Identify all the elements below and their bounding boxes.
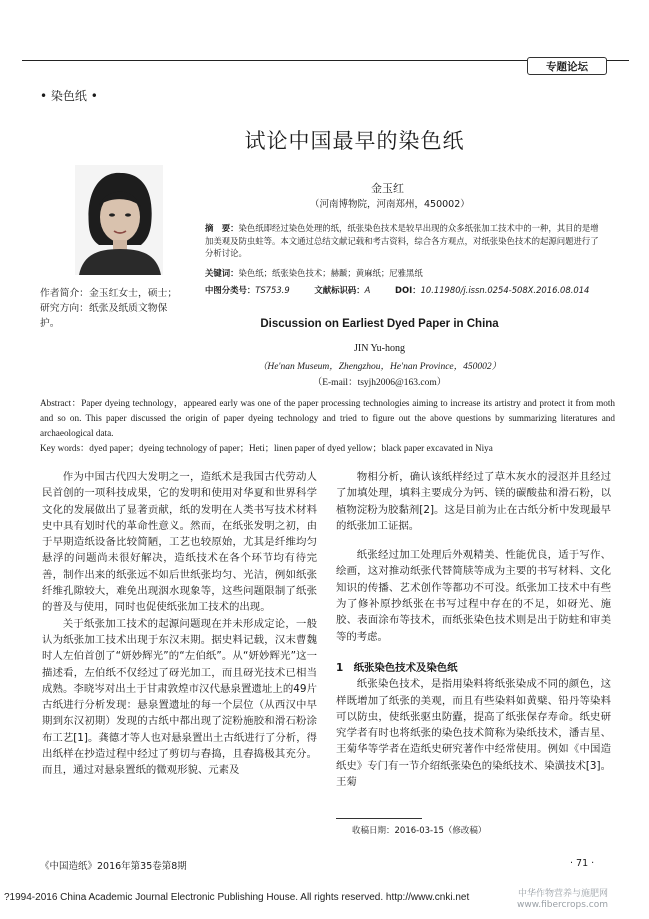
author-bio: 作者简介：金玉红女士，硕士；研究方向：纸张及纸质文物保护。 <box>40 288 178 329</box>
abstract-label-cn: 摘 要： <box>205 223 239 233</box>
body-column-left <box>42 469 317 779</box>
author-photo <box>75 165 163 275</box>
body-paragraph: 作为中国古代四大发明之一，造纸术是我国古代劳动人民首创的一项科技成果，它的发明和使用对华夏和世界科学文化的发展做出了显著贡献，纸的发明在人类书写技术材料史中具有划时代的革命性意义。然而，在纸张发明之初，由于早期造纸设备比较简陋，工艺也较原始，尤其是纤维均匀悬浮的问题尚未很好解决，造纸技术在各个环节均有待完善，制作出来的纸张远不如后世纸张均匀、光洁，例如纸张纤维孔隙较大，难免出现洇水现象等，这些问题限制了纸张的普及与使用，同时也促使纸张加工技术的出现。 <box>42 471 317 614</box>
author-name-cn: 金玉红 <box>371 182 404 195</box>
author-portrait-icon <box>75 165 163 275</box>
doi-value: 10.11980/j.issn.0254-508X.2016.08.014 <box>420 285 590 295</box>
body-column-right <box>336 469 611 790</box>
body-paragraph: 纸张染色技术，是指用染料将纸张染成不同的颜色，这样既增加了纸张的美观，而且有些染料如黄檗、铅丹等染料可以防虫，使纸张驱虫防蠹，提高了纸张保存寿命。纸史研究学者有时也将纸张的染色技术简称为染纸技术，潘吉星、王菊华等学者在造纸史研究著作中经常使用。例如《中国造纸史》专门有一节介绍纸张染色的染纸技术、染潢技术[3]。王菊 <box>336 678 611 789</box>
section-tag: • 染色纸 • <box>40 89 98 103</box>
doi-label: DOI： <box>395 285 421 295</box>
keywords-label-cn: 关键词： <box>205 268 239 278</box>
keywords-en: Key words：dyed paper；dyeing technology of paper；Heti；linen paper of dyed yellow；black paper excavated in Niya <box>40 443 493 453</box>
journal-info: 《中国造纸》2016年第35卷第8期 <box>40 861 187 872</box>
body-paragraph: 物相分析，确认该纸样经过了草木灰水的浸沤并且经过了加填处理，填料主要成分为钙、镁的碳酸盐和滑石粉，以植物淀粉为胶黏剂[2]。这是目前为止在古纸分析中发现最早的纸张加工证据。 <box>336 471 611 532</box>
article-title-cn: 试论中国最早的染色纸 <box>244 129 465 153</box>
keywords-cn <box>205 267 605 279</box>
page-number: · 71 · <box>570 858 595 869</box>
copyright-line: ?1994-2016 China Academic Journal Electronic Publishing House. All rights reserved. http://www.cnki.net <box>4 892 470 903</box>
body-paragraph: 纸张经过加工处理后外观精美、性能优良，适于写作、绘画，这对推动纸张代替简牍等成为主要的书写材料、文化知识的传播、艺术创作等都功不可没。纸张加工技术中有些为了修补原抄纸张在书写过程中存在的不足，如砑光、施胶、表面涂布等技术，而纸张染色技术则是出于防蛀和审美等的考虑。 <box>336 549 611 643</box>
section-heading: 1 纸张染色技术及染色纸 <box>336 661 458 674</box>
doc-code-label: 文献标识码： <box>314 285 365 295</box>
affiliation-en: （He'nan Museum，Zhengzhou，He'nan Province，450002） <box>257 362 502 372</box>
clc-label: 中图分类号： <box>205 285 256 295</box>
received-date: 收稿日期：2016-03-15（修改稿） <box>352 826 487 836</box>
doc-code-value: A <box>364 285 371 295</box>
watermark-cn: 中华作物营养与施肥网 <box>517 889 608 899</box>
abstract-cn <box>205 222 605 260</box>
author-name-en: JIN Yu-hong <box>353 343 405 354</box>
watermark <box>517 889 608 911</box>
article-title-en: Discussion on Earliest Dyed Paper in China <box>260 318 499 330</box>
watermark-url: www.fibercrops.com <box>517 900 608 910</box>
body-paragraph: 关于纸张加工技术的起源问题现在并未形成定论，一般认为纸张加工技术出现于东汉末期。据史料记载，汉末曹魏时人左伯首创了“妍妙辉光”的“左伯纸”。从“妍妙辉光”这一描述看，左伯纸不仅经过了砑光加工，而且砑光技术已相当成熟。李晓岑对出土于甘肃敦煌市汉代悬泉置遗址上的49片古纸进行分析发现：悬泉置遗址的每一个层位（从西汉中早期到东汉初期）发现的古纸中都出现了淀粉施胶和滑石粉涂布工艺[1]。龚德才等人也对悬泉置出土古纸进行了分析，得出纸样在抄造过程中经过了剪切与舂捣，且舂捣极其充分。而且，通过对悬泉置纸的微观形貌、元素及 <box>42 617 317 777</box>
abstract-en: Abstract：Paper dyeing technology，appeared early was one of the paper processing technologies aiming to increase its artistry and protect it from moth and so on. This paper discussed the origin of paper dyeing technology and tried to figure out the above questions by summarizing literatures and archaeological data. <box>40 398 615 438</box>
classification-meta <box>205 284 615 296</box>
column-label: 专题论坛 <box>527 57 607 75</box>
keywords-text-cn: 染色纸；纸张染色技术；赫蹏；黄麻纸；尼雅黑纸 <box>238 268 423 278</box>
email-en: （E-mail：tsyjh2006@163.com） <box>312 378 447 388</box>
footnote-rule <box>336 818 422 819</box>
affiliation-cn: （河南博物院，河南郑州，450002） <box>310 199 470 210</box>
clc-value: TS753.9 <box>255 285 290 295</box>
abstract-text-cn: 染色纸即经过染色处理的纸，纸张染色技术是较早出现的众多纸张加工技术中的一种，其目的是增加美观及防虫蛀等。本文通过总结文献记载和考古资料，综合各方观点，对纸张染色技术的起源问题进行了分析讨论。 <box>205 223 599 259</box>
